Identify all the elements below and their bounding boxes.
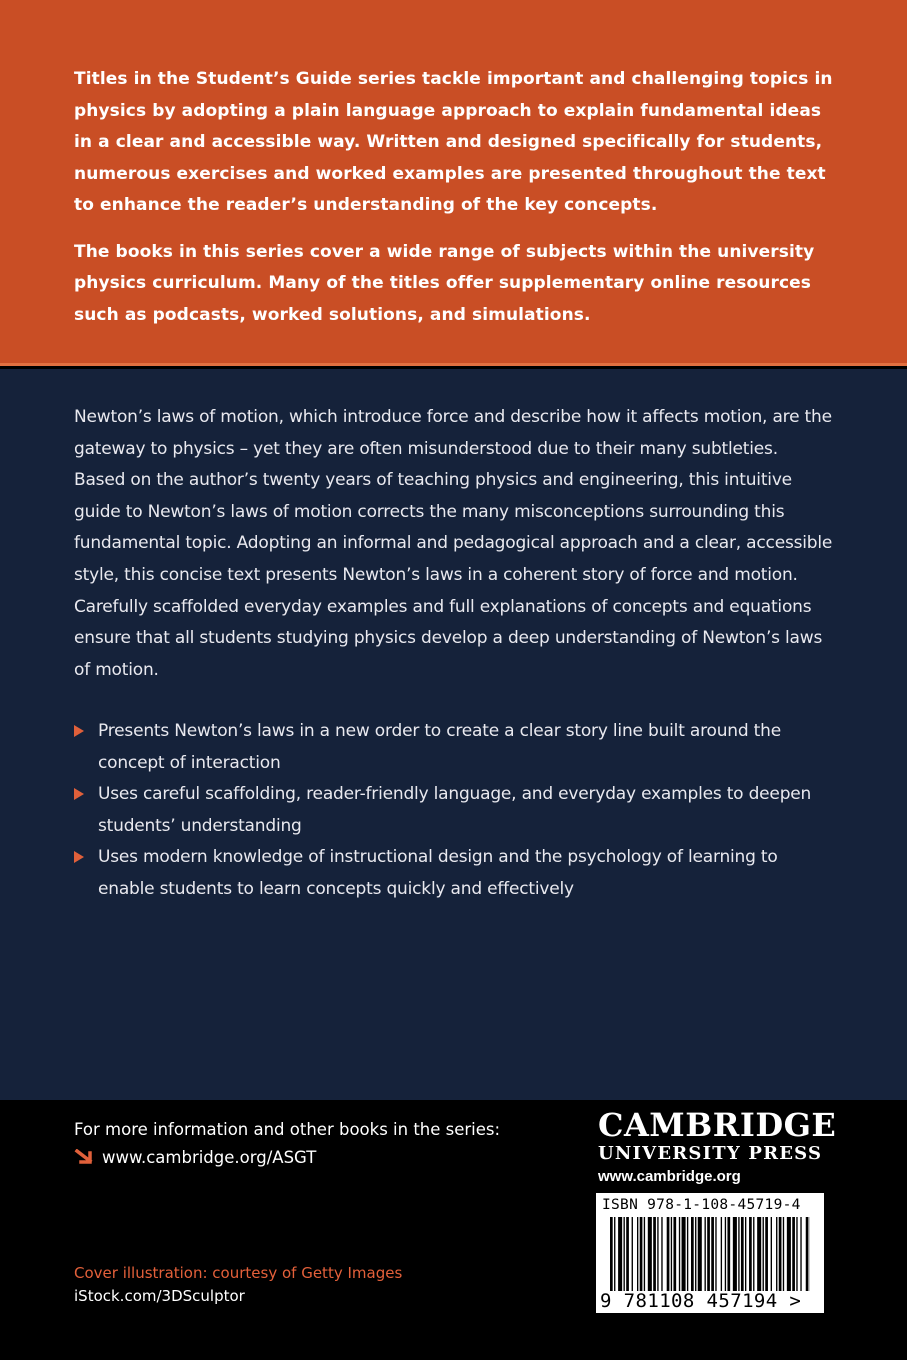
triangle-bullet-icon xyxy=(74,851,84,863)
barcode-bar xyxy=(705,1217,706,1291)
series-link[interactable] xyxy=(74,1144,500,1172)
barcode-bar xyxy=(765,1217,768,1291)
barcode-bar xyxy=(753,1217,754,1291)
barcode-bar xyxy=(738,1217,739,1291)
publisher-sub: UNIVERSITY PRESS xyxy=(598,1143,823,1164)
barcode-bar xyxy=(687,1217,688,1291)
credit-line-1: Cover illustration: courtesy of Getty Images xyxy=(74,1264,403,1282)
publisher-logo xyxy=(598,1106,837,1188)
cover-credit xyxy=(74,1262,402,1308)
feature-item xyxy=(74,779,833,842)
credit-line-2: iStock.com/3DSculptor xyxy=(74,1287,245,1305)
barcode-bar xyxy=(698,1217,702,1291)
barcode-bar xyxy=(711,1217,714,1291)
barcode-bar xyxy=(667,1217,670,1291)
barcode-bar xyxy=(771,1217,772,1291)
barcode-bar xyxy=(806,1217,809,1291)
barcode-bar xyxy=(725,1217,726,1291)
barcode-bar xyxy=(741,1217,744,1291)
barcode-bar xyxy=(695,1217,696,1291)
back-footer xyxy=(0,1100,907,1360)
arrow-down-right-icon xyxy=(74,1149,96,1167)
barcode-bar xyxy=(626,1217,629,1291)
feature-item xyxy=(74,842,833,905)
triangle-bullet-icon xyxy=(74,788,84,800)
triangle-bullet-icon xyxy=(74,725,84,737)
feature-text: Uses modern knowledge of instructional design and the psychology of learning to enable students to learn concepts quickly and effectively xyxy=(98,847,778,899)
barcode-bars xyxy=(610,1217,810,1291)
series-blurb xyxy=(0,0,907,366)
barcode-bar xyxy=(637,1217,638,1291)
isbn-number: ISBN 978-1-108-45719-4 xyxy=(602,1197,801,1213)
description-text: Newton’s laws of motion, which introduce force and describe how it affects motion, are the gateway to physics – yet they are often misunderstood due to their many subtleties. Based on the author’s twenty years of teaching physics and engineering, this intuitive guide to Newton’s laws of motion corrects the many misconceptions surrounding this fundamental topic. Adopting an informal and pedagogical approach and a clear, accessible style, this concise text presents Newton’s laws in a coherent story of force and motion. Carefully scaffolded everyday examples and full explanations of concepts and equations ensure that all students studying physics develop a deep understanding of Newton’s laws of motion. xyxy=(74,407,833,680)
barcode-bar xyxy=(679,1217,680,1291)
series-paragraph-1: Titles in the Student’s Guide series tackle important and challenging topics in physics by adopting a plain language approach to explain fundamental ideas in a clear and accessible way. Written and designed specifically for students, numerous exercises and worked examples are presented throughout the text to enhance the reader’s understanding of the key concepts. xyxy=(74,69,833,215)
barcode-bar xyxy=(733,1217,737,1291)
feature-text: Presents Newton’s laws in a new order to create a clear story line built around the concept of interaction xyxy=(98,721,781,773)
barcode-bar xyxy=(682,1217,686,1291)
barcode-bar xyxy=(673,1217,676,1291)
publisher-name: CAMBRIDGE xyxy=(598,1106,837,1144)
barcode-bar xyxy=(653,1217,656,1291)
feature-text: Uses careful scaffolding, reader-friendly language, and everyday examples to deepen students’ understanding xyxy=(98,784,812,836)
barcode-bar xyxy=(707,1217,710,1291)
feature-list xyxy=(74,716,833,905)
barcode-bar xyxy=(757,1217,761,1291)
barcode-bar xyxy=(779,1217,782,1291)
barcode-bar xyxy=(657,1217,658,1291)
series-paragraph-2: The books in this series cover a wide range of subjects within the university physics curriculum. Many of the titles offer supplementary online resources such as podcasts, worked solutions, and simulations. xyxy=(74,241,815,325)
feature-item xyxy=(74,716,833,779)
barcode-bar xyxy=(618,1217,622,1291)
more-info-text: For more information and other books in the series: xyxy=(74,1120,501,1139)
isbn-barcode xyxy=(596,1193,824,1313)
barcode-bar xyxy=(671,1217,672,1291)
barcode-bar xyxy=(632,1217,633,1291)
barcode-bar xyxy=(783,1217,784,1291)
barcode-bar xyxy=(727,1217,730,1291)
publisher-url: www.cambridge.org xyxy=(598,1168,741,1185)
more-info xyxy=(74,1116,500,1172)
barcode-bar xyxy=(610,1217,613,1291)
book-description xyxy=(0,369,907,1100)
barcode-digits: 9 781108 457194 > xyxy=(600,1290,802,1312)
barcode-bar xyxy=(648,1217,652,1291)
barcode-bar xyxy=(763,1217,764,1291)
barcode-bar xyxy=(787,1217,791,1291)
barcode-bar xyxy=(800,1217,801,1291)
barcode-bar xyxy=(745,1217,746,1291)
barcode-bar xyxy=(624,1217,625,1291)
barcode-bar xyxy=(644,1217,645,1291)
barcode-bar xyxy=(661,1217,662,1291)
barcode-bar xyxy=(776,1217,777,1291)
series-url[interactable]: www.cambridge.org/ASGT xyxy=(102,1148,317,1167)
barcode-bar xyxy=(715,1217,716,1291)
barcode-bar xyxy=(749,1217,752,1291)
barcode-bar xyxy=(640,1217,643,1291)
barcode-bar xyxy=(792,1217,795,1291)
barcode-bar xyxy=(796,1217,797,1291)
barcode-bar xyxy=(614,1217,615,1291)
barcode-bar xyxy=(721,1217,722,1291)
barcode-bar xyxy=(691,1217,694,1291)
